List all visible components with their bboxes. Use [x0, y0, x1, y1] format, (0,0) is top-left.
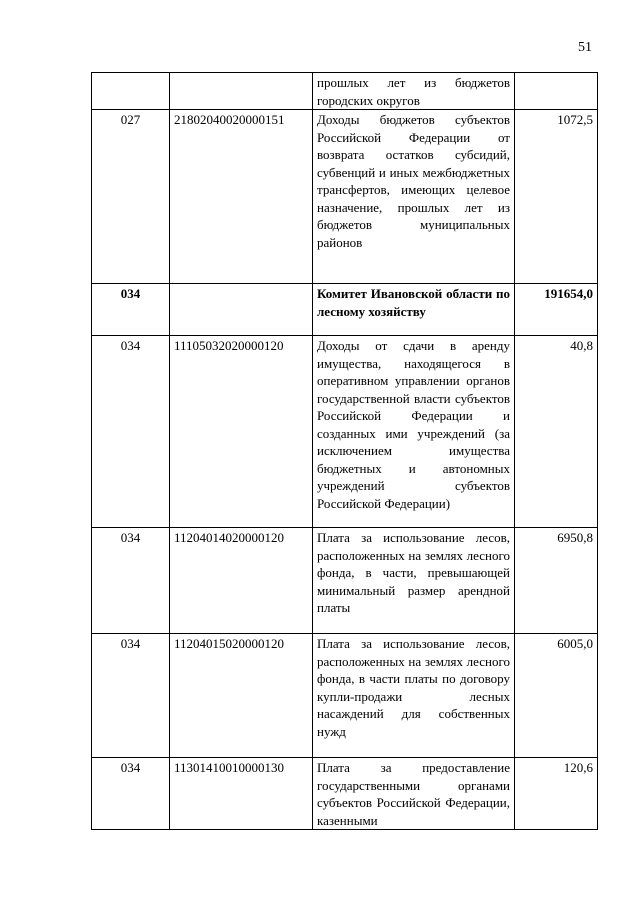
- admin-code-cell: [92, 73, 170, 110]
- budget-code-cell: 11204014020000120: [170, 528, 313, 634]
- revenue-table: [91, 72, 598, 830]
- table-row: [92, 73, 598, 110]
- table-row: [92, 284, 598, 336]
- budget-code-cell: 11105032020000120: [170, 336, 313, 528]
- amount-cell: 40,8: [515, 336, 598, 528]
- admin-code-cell: 034: [92, 284, 170, 336]
- revenue-name-cell: Комитет Ивановской области по лесному хозяйству: [313, 284, 515, 336]
- revenue-name-cell: Плата за предоставление государственными органами субъектов Российской Федерации, казенными: [313, 758, 515, 830]
- budget-code-cell: [170, 284, 313, 336]
- budget-code-cell: 11204015020000120: [170, 634, 313, 758]
- amount-cell: 120,6: [515, 758, 598, 830]
- amount-cell: 6950,8: [515, 528, 598, 634]
- revenue-name-cell: Плата за использование лесов, расположенных на землях лесного фонда, в части платы по договору купли-продажи лесных насаждений для собственных нужд: [313, 634, 515, 758]
- table-row: [92, 634, 598, 758]
- revenue-name-cell: Доходы от сдачи в аренду имущества, находящегося в оперативном управлении органов государственной власти субъектов Российской Федерации и созданных ими учреждений (за исключением имущества бюджетных и автономных учреждений субъектов Российской Федерации): [313, 336, 515, 528]
- admin-code-cell: 034: [92, 336, 170, 528]
- page-number: 51: [578, 40, 592, 55]
- admin-code-cell: 027: [92, 110, 170, 284]
- admin-code-cell: 034: [92, 758, 170, 830]
- amount-cell: 1072,5: [515, 110, 598, 284]
- admin-code-cell: 034: [92, 634, 170, 758]
- revenue-name-cell: Доходы бюджетов субъектов Российской Федерации от возврата остатков субсидий, субвенций и иных межбюджетных трансфертов, имеющих целевое назначение, прошлых лет из бюджетов муниципальных районов: [313, 110, 515, 284]
- table-row: [92, 758, 598, 830]
- admin-code-cell: 034: [92, 528, 170, 634]
- table-row: [92, 336, 598, 528]
- amount-cell: 6005,0: [515, 634, 598, 758]
- table-row: [92, 110, 598, 284]
- budget-code-cell: [170, 73, 313, 110]
- budget-code-cell: 21802040020000151: [170, 110, 313, 284]
- amount-cell: [515, 73, 598, 110]
- amount-cell: 191654,0: [515, 284, 598, 336]
- budget-code-cell: 11301410010000130: [170, 758, 313, 830]
- revenue-name-cell: Плата за использование лесов, расположенных на землях лесного фонда, в части, превышающей минимальный размер арендной платы: [313, 528, 515, 634]
- revenue-name-cell: прошлых лет из бюджетов городских округов: [313, 73, 515, 110]
- table-row: [92, 528, 598, 634]
